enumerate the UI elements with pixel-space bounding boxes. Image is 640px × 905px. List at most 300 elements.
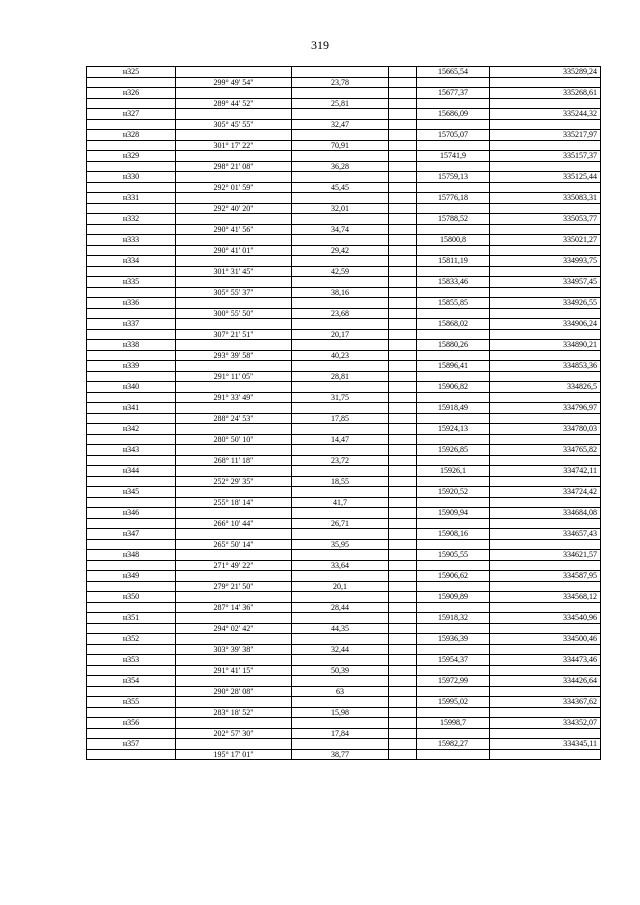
point-blank (87, 98, 176, 109)
angle-blank (176, 634, 292, 645)
y-blank (490, 686, 601, 697)
point-row (87, 88, 601, 99)
y-coordinate: 334500,46 (490, 634, 601, 645)
direction-angle: 195° 17' 01" (176, 749, 292, 760)
y-coordinate: 335083,31 (490, 193, 601, 204)
spacer-cell (389, 445, 417, 456)
point-row (87, 739, 601, 750)
point-name: н339 (87, 361, 176, 372)
segment-row (87, 476, 601, 487)
distance-blank (292, 277, 389, 288)
spacer-cell (389, 739, 417, 750)
direction-angle: 288° 24' 53" (176, 413, 292, 424)
y-coordinate: 335157,37 (490, 151, 601, 162)
distance-blank (292, 193, 389, 204)
x-coordinate: 15759,13 (417, 172, 490, 183)
segment-row (87, 455, 601, 466)
spacer-cell (389, 224, 417, 235)
point-blank (87, 728, 176, 739)
spacer-cell (389, 455, 417, 466)
point-blank (87, 686, 176, 697)
segment-row (87, 413, 601, 424)
y-blank (490, 623, 601, 634)
x-blank (417, 581, 490, 592)
spacer-cell (389, 287, 417, 298)
spacer-cell (389, 487, 417, 498)
x-coordinate: 15920,52 (417, 487, 490, 498)
y-blank (490, 602, 601, 613)
x-blank (417, 455, 490, 466)
angle-blank (176, 739, 292, 750)
x-blank (417, 560, 490, 571)
y-coordinate: 334684,08 (490, 508, 601, 519)
direction-angle: 289° 44' 52" (176, 98, 292, 109)
spacer-cell (389, 109, 417, 120)
spacer-cell (389, 424, 417, 435)
segment-row (87, 602, 601, 613)
point-name: н325 (87, 67, 176, 78)
point-blank (87, 371, 176, 382)
point-row (87, 592, 601, 603)
spacer-cell (389, 560, 417, 571)
point-row (87, 403, 601, 414)
y-blank (490, 140, 601, 151)
point-blank (87, 560, 176, 571)
distance-blank (292, 151, 389, 162)
point-name: н337 (87, 319, 176, 330)
point-blank (87, 203, 176, 214)
y-coordinate: 334657,43 (490, 529, 601, 540)
direction-angle: 291° 41' 15" (176, 665, 292, 676)
point-blank (87, 392, 176, 403)
point-name: н357 (87, 739, 176, 750)
direction-angle: 291° 11' 05" (176, 371, 292, 382)
segment-row (87, 434, 601, 445)
spacer-cell (389, 581, 417, 592)
direction-angle: 293° 39' 58" (176, 350, 292, 361)
point-name: н349 (87, 571, 176, 582)
coordinates-table (86, 66, 601, 760)
direction-angle: 307° 21' 51" (176, 329, 292, 340)
segment-row (87, 644, 601, 655)
x-blank (417, 224, 490, 235)
y-blank (490, 728, 601, 739)
distance-blank (292, 529, 389, 540)
point-row (87, 676, 601, 687)
spacer-cell (389, 707, 417, 718)
segment-row (87, 77, 601, 88)
angle-blank (176, 340, 292, 351)
x-coordinate: 15954,37 (417, 655, 490, 666)
segment-length: 32,01 (292, 203, 389, 214)
distance-blank (292, 67, 389, 78)
spacer-cell (389, 466, 417, 477)
y-blank (490, 266, 601, 277)
spacer-cell (389, 277, 417, 288)
x-blank (417, 245, 490, 256)
distance-blank (292, 319, 389, 330)
point-name: н354 (87, 676, 176, 687)
spacer-cell (389, 676, 417, 687)
distance-blank (292, 214, 389, 225)
direction-angle: 290° 28' 08" (176, 686, 292, 697)
y-blank (490, 119, 601, 130)
y-coordinate: 334890,21 (490, 340, 601, 351)
point-blank (87, 539, 176, 550)
direction-angle: 255° 18' 14" (176, 497, 292, 508)
point-name: н332 (87, 214, 176, 225)
x-coordinate: 15800,8 (417, 235, 490, 246)
y-coordinate: 335021,27 (490, 235, 601, 246)
direction-angle: 268° 11' 18" (176, 455, 292, 466)
distance-blank (292, 403, 389, 414)
y-coordinate: 335268,61 (490, 88, 601, 99)
segment-row (87, 539, 601, 550)
point-blank (87, 287, 176, 298)
y-coordinate: 335289,24 (490, 67, 601, 78)
y-blank (490, 539, 601, 550)
point-name: н338 (87, 340, 176, 351)
point-blank (87, 308, 176, 319)
x-coordinate: 15926,1 (417, 466, 490, 477)
y-coordinate: 334906,24 (490, 319, 601, 330)
point-name: н330 (87, 172, 176, 183)
segment-length: 35,95 (292, 539, 389, 550)
distance-blank (292, 88, 389, 99)
segment-length: 32,47 (292, 119, 389, 130)
spacer-cell (389, 67, 417, 78)
y-coordinate: 334587,95 (490, 571, 601, 582)
point-row (87, 466, 601, 477)
point-blank (87, 413, 176, 424)
y-coordinate: 334724,42 (490, 487, 601, 498)
segment-row (87, 686, 601, 697)
segment-row (87, 560, 601, 571)
angle-blank (176, 67, 292, 78)
point-row (87, 655, 601, 666)
segment-row (87, 245, 601, 256)
segment-row (87, 287, 601, 298)
point-blank (87, 224, 176, 235)
direction-angle: 266° 10' 44" (176, 518, 292, 529)
x-coordinate: 15905,55 (417, 550, 490, 561)
angle-blank (176, 466, 292, 477)
x-coordinate: 15982,27 (417, 739, 490, 750)
y-blank (490, 497, 601, 508)
spacer-cell (389, 161, 417, 172)
segment-length: 31,75 (292, 392, 389, 403)
spacer-cell (389, 77, 417, 88)
segment-row (87, 497, 601, 508)
spacer-cell (389, 623, 417, 634)
point-row (87, 361, 601, 372)
segment-length: 70,91 (292, 140, 389, 151)
segment-length: 14,47 (292, 434, 389, 445)
point-row (87, 319, 601, 330)
x-blank (417, 413, 490, 424)
point-name: н356 (87, 718, 176, 729)
y-coordinate: 334426,64 (490, 676, 601, 687)
distance-blank (292, 613, 389, 624)
spacer-cell (389, 98, 417, 109)
x-blank (417, 476, 490, 487)
point-name: н346 (87, 508, 176, 519)
angle-blank (176, 277, 292, 288)
distance-blank (292, 487, 389, 498)
point-blank (87, 266, 176, 277)
angle-blank (176, 151, 292, 162)
spacer-cell (389, 550, 417, 561)
direction-angle: 290° 41' 56" (176, 224, 292, 235)
distance-blank (292, 424, 389, 435)
x-coordinate: 15686,09 (417, 109, 490, 120)
y-blank (490, 560, 601, 571)
x-blank (417, 266, 490, 277)
direction-angle: 290° 41' 01" (176, 245, 292, 256)
direction-angle: 300° 55' 50" (176, 308, 292, 319)
point-blank (87, 644, 176, 655)
angle-blank (176, 445, 292, 456)
segment-length: 17,84 (292, 728, 389, 739)
segment-length: 23,68 (292, 308, 389, 319)
spacer-cell (389, 140, 417, 151)
point-name: н334 (87, 256, 176, 267)
angle-blank (176, 529, 292, 540)
y-blank (490, 245, 601, 256)
y-coordinate: 334742,11 (490, 466, 601, 477)
y-coordinate: 334765,82 (490, 445, 601, 456)
angle-blank (176, 193, 292, 204)
y-coordinate: 334345,11 (490, 739, 601, 750)
segment-length: 17,85 (292, 413, 389, 424)
x-blank (417, 497, 490, 508)
segment-length: 28,81 (292, 371, 389, 382)
point-row (87, 214, 601, 225)
direction-angle: 252° 29' 35" (176, 476, 292, 487)
segment-length: 45,45 (292, 182, 389, 193)
y-blank (490, 77, 601, 88)
spacer-cell (389, 130, 417, 141)
segment-length: 32,44 (292, 644, 389, 655)
segment-row (87, 392, 601, 403)
x-blank (417, 140, 490, 151)
angle-blank (176, 235, 292, 246)
y-blank (490, 476, 601, 487)
x-blank (417, 686, 490, 697)
segment-row (87, 728, 601, 739)
x-coordinate: 15833,46 (417, 277, 490, 288)
x-coordinate: 15998,7 (417, 718, 490, 729)
distance-blank (292, 739, 389, 750)
point-blank (87, 350, 176, 361)
distance-blank (292, 172, 389, 183)
direction-angle: 301° 31' 45" (176, 266, 292, 277)
spacer-cell (389, 476, 417, 487)
x-coordinate: 15909,94 (417, 508, 490, 519)
x-coordinate: 15908,16 (417, 529, 490, 540)
spacer-cell (389, 329, 417, 340)
x-coordinate: 15811,19 (417, 256, 490, 267)
point-row (87, 235, 601, 246)
x-blank (417, 350, 490, 361)
angle-blank (176, 361, 292, 372)
point-blank (87, 119, 176, 130)
point-blank (87, 329, 176, 340)
point-row (87, 634, 601, 645)
spacer-cell (389, 497, 417, 508)
point-blank (87, 245, 176, 256)
y-blank (490, 434, 601, 445)
x-blank (417, 434, 490, 445)
table-body (87, 67, 601, 760)
point-blank (87, 665, 176, 676)
point-blank (87, 434, 176, 445)
point-row (87, 529, 601, 540)
segment-length: 38,16 (292, 287, 389, 298)
point-name: н342 (87, 424, 176, 435)
spacer-cell (389, 119, 417, 130)
y-coordinate: 335244,32 (490, 109, 601, 120)
segment-length: 20,1 (292, 581, 389, 592)
point-row (87, 151, 601, 162)
angle-blank (176, 256, 292, 267)
point-row (87, 697, 601, 708)
x-blank (417, 329, 490, 340)
page-number: 319 (311, 38, 329, 52)
x-blank (417, 665, 490, 676)
x-blank (417, 77, 490, 88)
point-blank (87, 77, 176, 88)
y-coordinate: 334568,12 (490, 592, 601, 603)
segment-length: 28,44 (292, 602, 389, 613)
point-row (87, 445, 601, 456)
spacer-cell (389, 382, 417, 393)
y-blank (490, 413, 601, 424)
spacer-cell (389, 340, 417, 351)
point-row (87, 109, 601, 120)
spacer-cell (389, 172, 417, 183)
y-coordinate: 335125,44 (490, 172, 601, 183)
x-coordinate: 15665,54 (417, 67, 490, 78)
spacer-cell (389, 256, 417, 267)
y-blank (490, 287, 601, 298)
y-blank (490, 98, 601, 109)
direction-angle: 299° 49' 54" (176, 77, 292, 88)
y-coordinate: 334993,75 (490, 256, 601, 267)
point-blank (87, 161, 176, 172)
y-blank (490, 581, 601, 592)
segment-row (87, 665, 601, 676)
x-blank (417, 707, 490, 718)
point-name: н355 (87, 697, 176, 708)
segment-row (87, 350, 601, 361)
x-coordinate: 15741,9 (417, 151, 490, 162)
distance-blank (292, 697, 389, 708)
segment-length: 23,78 (292, 77, 389, 88)
y-blank (490, 455, 601, 466)
angle-blank (176, 676, 292, 687)
point-name: н331 (87, 193, 176, 204)
distance-blank (292, 109, 389, 120)
point-row (87, 172, 601, 183)
angle-blank (176, 550, 292, 561)
angle-blank (176, 214, 292, 225)
angle-blank (176, 298, 292, 309)
x-coordinate: 15926,85 (417, 445, 490, 456)
point-name: н335 (87, 277, 176, 288)
x-coordinate: 15705,07 (417, 130, 490, 141)
point-name: н336 (87, 298, 176, 309)
spacer-cell (389, 592, 417, 603)
y-coordinate: 334540,96 (490, 613, 601, 624)
direction-angle: 294° 02' 42" (176, 623, 292, 634)
spacer-cell (389, 539, 417, 550)
angle-blank (176, 592, 292, 603)
x-blank (417, 602, 490, 613)
spacer-cell (389, 245, 417, 256)
x-blank (417, 182, 490, 193)
segment-row (87, 518, 601, 529)
spacer-cell (389, 350, 417, 361)
spacer-cell (389, 718, 417, 729)
spacer-cell (389, 151, 417, 162)
distance-blank (292, 298, 389, 309)
point-blank (87, 497, 176, 508)
direction-angle: 280° 50' 10" (176, 434, 292, 445)
y-blank (490, 182, 601, 193)
point-row (87, 67, 601, 78)
direction-angle: 271° 49' 22" (176, 560, 292, 571)
y-blank (490, 665, 601, 676)
segment-row (87, 224, 601, 235)
distance-blank (292, 718, 389, 729)
point-blank (87, 707, 176, 718)
point-row (87, 550, 601, 561)
direction-angle: 279° 21' 50" (176, 581, 292, 592)
spacer-cell (389, 403, 417, 414)
y-coordinate: 334473,46 (490, 655, 601, 666)
y-blank (490, 203, 601, 214)
spacer-cell (389, 203, 417, 214)
direction-angle: 305° 55' 37" (176, 287, 292, 298)
angle-blank (176, 109, 292, 120)
segment-row (87, 203, 601, 214)
x-blank (417, 161, 490, 172)
segment-row (87, 182, 601, 193)
point-row (87, 340, 601, 351)
point-row (87, 193, 601, 204)
y-blank (490, 161, 601, 172)
point-name: н348 (87, 550, 176, 561)
segment-length: 23,72 (292, 455, 389, 466)
point-blank (87, 623, 176, 634)
segment-row (87, 371, 601, 382)
angle-blank (176, 613, 292, 624)
y-coordinate: 335053,77 (490, 214, 601, 225)
spacer-cell (389, 413, 417, 424)
point-name: н328 (87, 130, 176, 141)
spacer-cell (389, 749, 417, 760)
spacer-cell (389, 319, 417, 330)
spacer-cell (389, 634, 417, 645)
x-coordinate: 15868,02 (417, 319, 490, 330)
spacer-cell (389, 266, 417, 277)
segment-row (87, 266, 601, 277)
y-coordinate: 334853,36 (490, 361, 601, 372)
direction-angle: 287° 14' 36" (176, 602, 292, 613)
direction-angle: 303° 39' 38" (176, 644, 292, 655)
point-blank (87, 749, 176, 760)
